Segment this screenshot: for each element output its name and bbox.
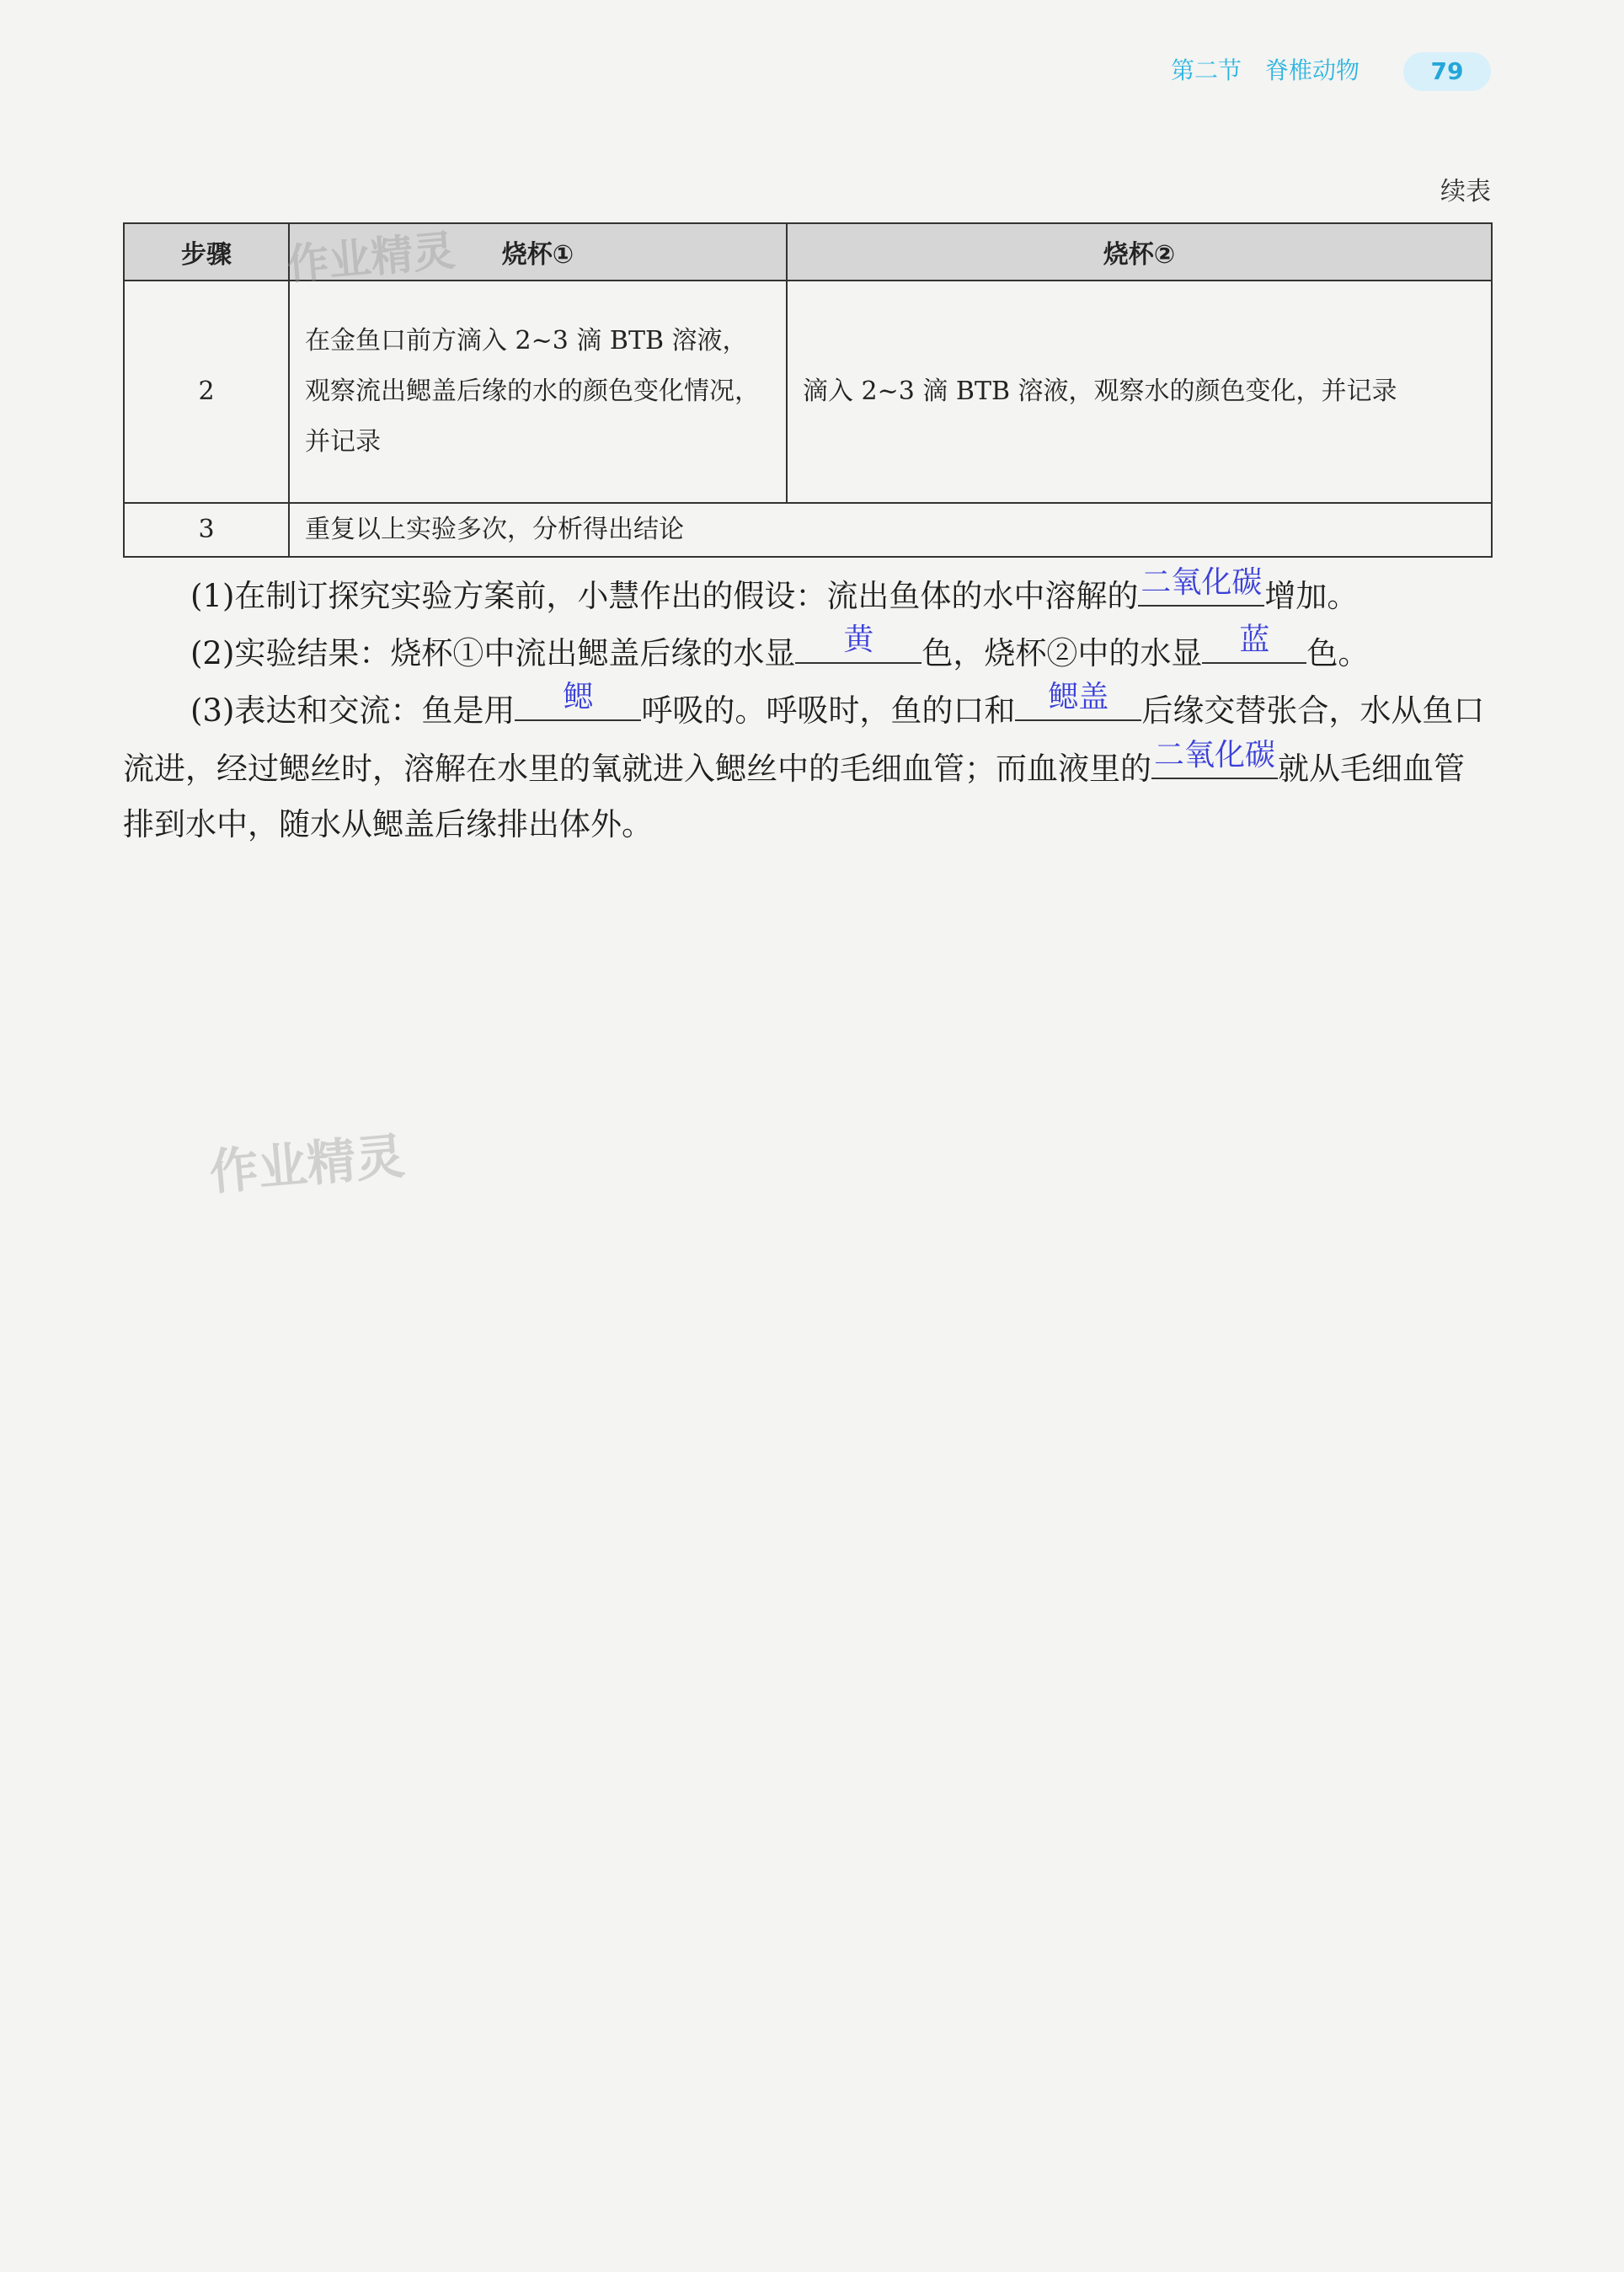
question-text: 色，烧杯②中的水显 <box>922 635 1203 671</box>
question-text: (3)表达和交流：鱼是用 <box>190 692 516 729</box>
table-row <box>124 281 1492 503</box>
step-number: 2 <box>124 281 289 503</box>
beaker-1-procedure: 在金鱼口前方滴入 2~3 滴 BTB 溶液，观察流出鳃盖后缘的水的颜色变化情况，并记录 <box>289 281 787 503</box>
watermark: 作业精灵 <box>285 226 457 290</box>
header-step: 步骤 <box>124 223 289 281</box>
handwritten-answer: 蓝 <box>1239 623 1270 657</box>
answer-blank[interactable] <box>1202 623 1306 664</box>
beaker-2-procedure: 滴入 2~3 滴 BTB 溶液，观察水的颜色变化，并记录 <box>787 281 1492 503</box>
question-2 <box>123 623 1558 682</box>
answer-blank[interactable] <box>515 681 641 721</box>
question-1 <box>123 566 1558 624</box>
table-row <box>124 503 1492 557</box>
section-title: 第二节 <box>1171 56 1242 84</box>
question-text: 就从毛细血管排到水中，随水从鳃盖后缘排出体外。 <box>123 751 1465 842</box>
question-3 <box>123 681 1491 853</box>
answer-blank[interactable] <box>795 623 922 664</box>
question-text: (2)实验结果：烧杯①中流出鳃盖后缘的水显 <box>190 635 796 671</box>
answer-blank[interactable] <box>1015 681 1141 721</box>
header-beaker-1: 烧杯① <box>289 223 787 281</box>
question-text: 增加。 <box>1264 578 1359 614</box>
answer-blank[interactable] <box>1151 739 1278 779</box>
page-number: 79 <box>1403 52 1491 91</box>
question-text: 呼吸的。呼吸时，鱼的口和 <box>641 692 1016 729</box>
question-text: (1)在制订探究实验方案前，小慧作出的假设：流出鱼体的水中溶解的 <box>190 578 1139 614</box>
handwritten-answer: 鳃 <box>563 680 594 714</box>
handwritten-answer: 鳃盖 <box>1048 680 1109 714</box>
continued-table-label: 续表 <box>1440 177 1491 206</box>
answer-blank[interactable] <box>1138 566 1264 607</box>
watermark: 作业精灵 <box>206 1126 407 1201</box>
handwritten-answer: 二氧化碳 <box>1141 565 1263 600</box>
question-text: 后缘交替张合，水从鱼口流进，经过鳃丝时，溶解在水里的氧就进入鳃丝中的毛细血管；而血液里的 <box>123 692 1485 787</box>
header-beaker-2: 烧杯② <box>787 223 1492 281</box>
question-text: 色。 <box>1306 635 1370 671</box>
step-number: 3 <box>124 503 289 557</box>
handwritten-answer: 二氧化碳 <box>1153 738 1275 772</box>
handwritten-answer: 黄 <box>843 623 874 657</box>
chapter-header <box>1171 52 1360 86</box>
merged-procedure: 重复以上实验多次，分析得出结论 <box>289 503 1492 557</box>
chapter-title: 脊椎动物 <box>1265 56 1360 84</box>
